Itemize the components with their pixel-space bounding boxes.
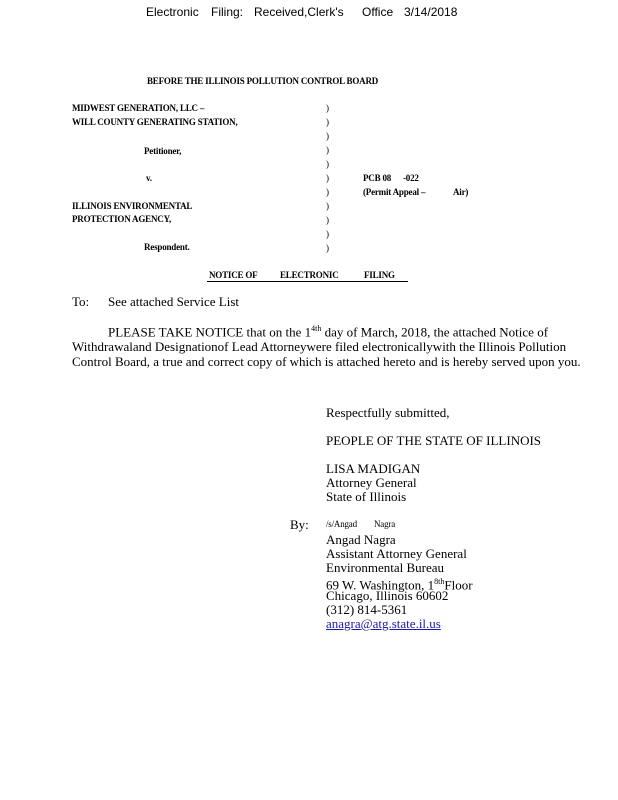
phone: (312) 814-5361 [326,602,408,617]
by-label: By: [290,517,309,532]
people-of-state: PEOPLE OF THE STATE OF ILLINOIS [326,433,542,448]
electronic-signature: /s/Angad [326,519,357,529]
address-superscript: 8th [434,577,445,586]
caption-paren: ) [326,201,329,211]
versus: v. [146,173,152,183]
city: Chicago, Illinois 60602 [326,588,449,603]
board-title: BEFORE THE ILLINOIS POLLUTION CONTROL BOARD [147,76,379,86]
notice-title-word3: FILING [364,270,395,280]
respondent-label: Respondent. [144,242,190,252]
header-filing: Filing: [211,5,244,19]
header-electronic: Electronic [146,5,199,19]
notice-title-word2: ELECTRONIC [280,270,339,280]
respondent-line2: PROTECTION AGENCY, [72,214,172,224]
header-received: Received,Clerk's [254,5,344,19]
bureau: Environmental Bureau [326,560,445,575]
electronic-signature-last: Nagra [374,519,395,529]
closing: Respectfully submitted, [326,405,450,420]
case-pcb: PCB 08 [363,173,392,183]
permit-appeal: (Permit Appeal – [363,187,426,197]
paragraph-part2: day of March, 2018, the attached Notice of Withdrawaland Designationof Lead Attorneywere filed electronicallywith the Illinois Pollution Control Board, a true and correct copy of which is attached hereto and is hereby served upon you. [72,324,581,370]
notice-paragraph [72,321,602,369]
petitioner-line2: WILL COUNTY GENERATING STATION, [72,117,238,127]
respondent-line1: ILLINOIS ENVIRONMENTAL [72,201,193,211]
to-label: To: [72,294,90,309]
permit-air: Air) [453,187,469,197]
attorney-name: Angad Nagra [326,532,396,547]
caption-paren: ) [326,131,329,141]
caption-paren: ) [326,159,329,169]
caption-paren: ) [326,103,329,113]
notice-title-underline [207,281,408,282]
notice-title-word1: NOTICE OF [209,270,258,280]
caption-paren: ) [326,215,329,225]
header-date: 3/14/2018 [404,5,458,19]
address-part2: Floor [444,577,473,593]
caption-paren: ) [326,243,329,253]
caption-paren: ) [326,145,329,155]
caption-paren: ) [326,229,329,239]
case-number: -022 [403,173,419,183]
paragraph-part1: PLEASE TAKE NOTICE that on the 1 [108,324,312,340]
state: State of Illinois [326,489,407,504]
caption-paren: ) [326,173,329,183]
petitioner-label: Petitioner, [144,146,182,156]
attorney-title: Assistant Attorney General [326,546,467,561]
petitioner-line1: MIDWEST GENERATION, LLC – [72,103,205,113]
ag-name: LISA MADIGAN [326,461,421,476]
email-link[interactable]: anagra@atg.state.il.us [326,616,441,631]
ag-title: Attorney General [326,475,417,490]
caption-paren: ) [326,117,329,127]
caption-paren: ) [326,187,329,197]
to-value: See attached Service List [108,294,240,309]
paragraph-superscript: 4th [311,324,322,333]
header-office: Office [362,5,394,19]
address-part1: 69 W. Washington, 1 [326,577,435,593]
